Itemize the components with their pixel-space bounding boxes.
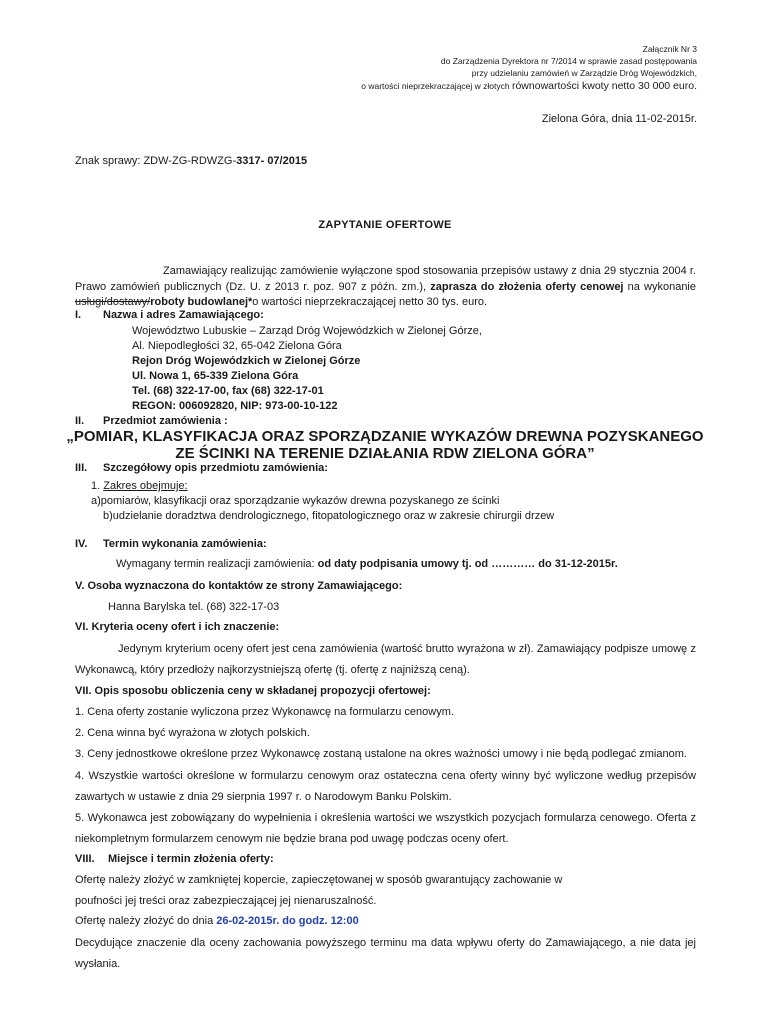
address-line: Województwo Lubuskie – Zarząd Dróg Wojewódzkich w Zielonej Górze, <box>132 325 482 337</box>
intro-tail: na wykonanie <box>623 281 696 293</box>
scope-label: Zakres obejmuje: <box>103 480 188 492</box>
submission-deadline <box>75 915 359 927</box>
case-prefix: Znak sprawy: ZDW-ZG-RDWZG- <box>75 155 237 167</box>
intro-line-2 <box>75 281 696 293</box>
regulation-threshold <box>361 80 697 92</box>
section-4-title: Termin wykonania zamówienia: <box>103 538 267 550</box>
threshold-prefix: o wartości nieprzekraczającej w złotych <box>361 81 512 91</box>
section-8-number: VIII. <box>75 853 95 865</box>
threshold-amount: równowartości kwoty netto 30 000 euro. <box>511 80 697 92</box>
submission-line-1: Ofertę należy złożyć w zamkniętej kopercie, zapieczętowanej w sposób gwarantujący zachowanie w <box>75 874 563 886</box>
section-4-number: IV. <box>75 538 88 550</box>
intro-line-1: Zamawiający realizując zamówienie wyłączone spod stosowania przepisów ustawy z dnia 29 stycznia 2004 r. <box>163 265 696 277</box>
scope-heading <box>91 480 188 492</box>
deadline-line <box>116 558 618 570</box>
regon-nip: REGON: 006092820, NIP: 973-00-10-122 <box>132 400 338 412</box>
submission-note-line-2: wysłania. <box>75 958 121 970</box>
intro-threshold: o wartości nieprzekraczającej netto 30 tys. euro. <box>252 296 488 308</box>
section-6-title: VI. Kryteria oceny ofert i ich znaczenie: <box>75 621 280 633</box>
section-8-title: Miejsce i termin złożenia oferty: <box>108 853 274 865</box>
section-7-title: VII. Opis sposobu obliczenia ceny w składanej propozycji ofertowej: <box>75 685 431 697</box>
price-rule-3: 3. Ceny jednostkowe określone przez Wykonawcę zostaną ustalone na okres ważności umowy i nie będą podlegać zmianom. <box>75 748 687 760</box>
intro-selected-option: roboty budowlanej* <box>150 296 253 308</box>
case-number <box>75 155 307 167</box>
intro-invitation: zaprasza do złożenia oferty cenowej <box>430 281 624 293</box>
address-line: Ul. Nowa 1, 65-339 Zielona Góra <box>132 370 299 382</box>
attachment-number: Załącznik Nr 3 <box>642 44 697 54</box>
deadline-value: od daty podpisania umowy tj. od ………… do 31-12-2015r. <box>317 558 618 570</box>
address-line: Rejon Dróg Wojewódzkich w Zielonej Górze <box>132 355 361 367</box>
intro-line-3 <box>75 296 487 308</box>
regulation-scope: przy udzielaniu zamówień w Zarządzie Dróg Wojewódzkich, <box>471 68 697 78</box>
section-5-title: V. Osoba wyznaczona do kontaktów ze strony Zamawiającego: <box>75 580 403 592</box>
submission-line-2: poufności jej treści oraz zabezpieczającej jej nienaruszalność. <box>75 895 377 907</box>
section-2-number: II. <box>75 415 85 427</box>
section-3-title: Szczegółowy opis przedmiotu zamówienia: <box>103 462 328 474</box>
document-title: ZAPYTANIE OFERTOWE <box>318 219 452 231</box>
price-rule-4-line-2: zawartych w ustawie z dnia 29 sierpnia 1997 r. o Narodowym Banku Polskim. <box>75 791 452 803</box>
deadline-label: Wymagany termin realizacji zamówienia: <box>116 558 318 570</box>
criteria-line-2: Wykonawcą, który przedłoży najkorzystniejszą ofertę (tj. ofertę z najniższą ceną). <box>75 664 470 676</box>
section-1-title: Nazwa i adres Zamawiającego: <box>103 309 264 321</box>
price-rule-5-line-1: 5. Wykonawca jest zobowiązany do wypełnienia i określenia wartości we wszystkich pozycjach formularza cenowego. Oferta z <box>75 812 696 824</box>
criteria-line-1: Jedynym kryterium oceny ofert jest cena zamówienia (wartość brutto wyrażona w zł). Zamawiający podpisze umowę z <box>118 643 696 655</box>
address-line: Al. Niepodległości 32, 65-042 Zielona Góra <box>132 340 342 352</box>
scope-item-a: a)pomiarów, klasyfikacji oraz sporządzanie wykazów drewna pozyskanego ze ścinki <box>91 495 500 507</box>
case-id: 3317- 07/2015 <box>236 155 308 167</box>
subject-title-line-1: „POMIAR, KLASYFIKACJA ORAZ SPORZĄDZANIE WYKAZÓW DREWNA POZYSKANEGO <box>66 428 704 445</box>
phone-fax: Tel. (68) 322-17-00, fax (68) 322-17-01 <box>132 385 324 397</box>
submission-deadline-date: 26-02-2015r. do godz. 12:00 <box>216 915 359 927</box>
regulation-reference: do Zarządzenia Dyrektora nr 7/2014 w sprawie zasad postępowania <box>440 56 697 66</box>
section-2-title: Przedmiot zamówienia : <box>103 415 228 427</box>
place-date: Zielona Góra, dnia 11-02-2015r. <box>541 113 697 125</box>
subject-title-line-2: ZE ŚCINKI NA TERENIE DZIAŁANIA RDW ZIELONA GÓRA” <box>175 445 595 462</box>
scope-item-b: b)udzielanie doradztwa dendrologicznego, fitopatologicznego oraz w zakresie chirurgii drzew <box>103 510 555 522</box>
scope-number: 1. <box>91 480 104 492</box>
price-rule-4-line-1: 4. Wszystkie wartości określone w formularzu cenowym oraz ostateczna cena oferty winny być wyliczone według przepisów <box>75 770 696 782</box>
submission-deadline-label: Ofertę należy złożyć do dnia <box>75 915 217 927</box>
intro-struck-option: usługi/dostawy/ <box>75 296 151 308</box>
section-3-number: III. <box>75 462 88 474</box>
section-1-number: I. <box>75 309 82 321</box>
price-rule-1: 1. Cena oferty zostanie wyliczona przez Wykonawcę na formularzu cenowym. <box>75 706 454 718</box>
contact-person: Hanna Barylska tel. (68) 322-17-03 <box>108 601 280 613</box>
intro-law: Prawo zamówień publicznych (Dz. U. z 2013 r. poz. 907 z późn. zm.), <box>75 281 431 293</box>
submission-note-line-1: Decydujące znaczenie dla oceny zachowania powyższego terminu ma data wpływu oferty do Zamawiającego, a nie data jej <box>75 937 696 949</box>
price-rule-5-line-2: niekompletnym formularzem cenowym nie będzie brana pod uwagę podczas oceny ofert. <box>75 833 509 845</box>
price-rule-2: 2. Cena winna być wyrażona w złotych polskich. <box>75 727 310 739</box>
